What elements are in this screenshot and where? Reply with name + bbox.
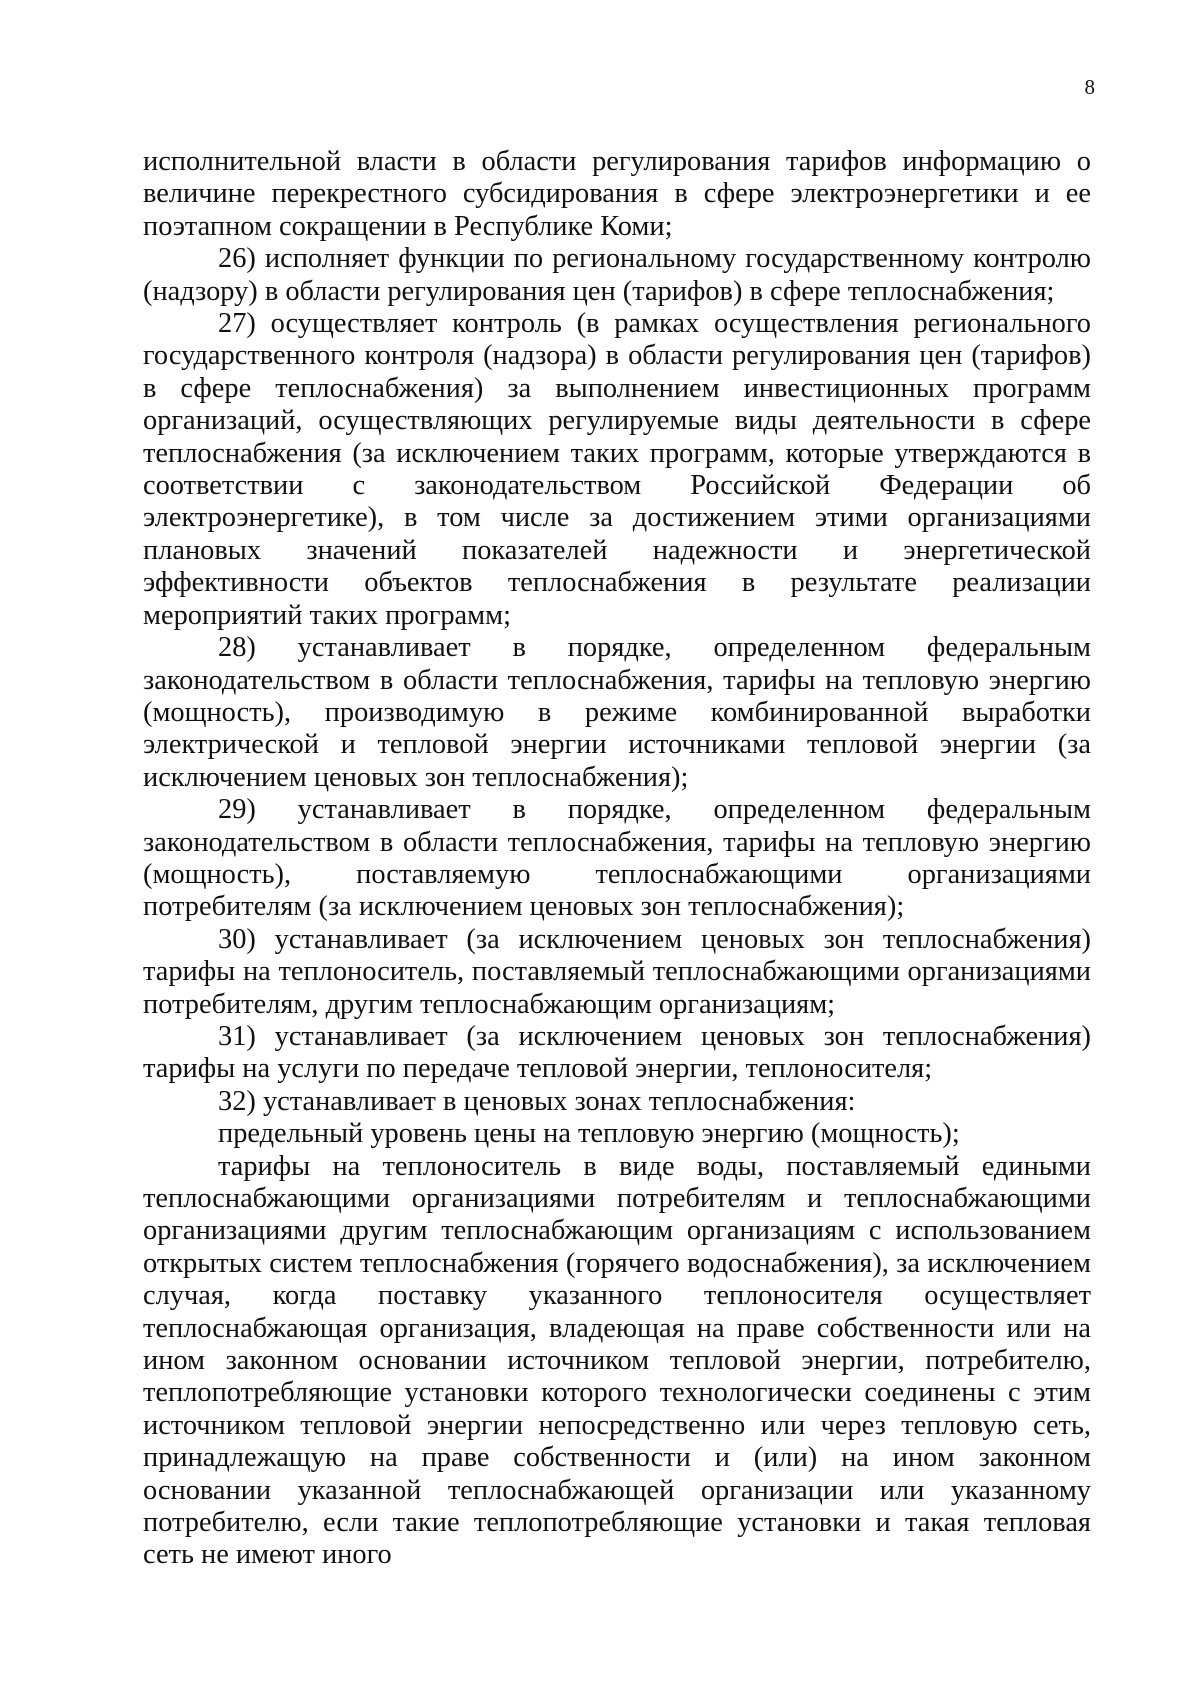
document-body [143, 146, 1091, 1572]
paragraph-item-30: 30) устанавливает (за исключением ценовых зон теплоснабжения) тарифы на теплоноситель, поставляемый теплоснабжающими организациями потребителям, другим теплоснабжающим организациям; [143, 923, 1091, 1020]
paragraph-price-limit: предельный уровень цены на тепловую энергию (мощность); [218, 1118, 960, 1150]
paragraph-coolant-tariffs: тарифы на теплоноситель в виде воды, поставляемый едиными теплоснабжающими организациями потребителям и теплоснабжающими организациями другим теплоснабжающим организациям с использованием открытых систем теплоснабжения (горячего водоснабжения), за исключением случая, когда поставку указанного теплоносителя осуществляет теплоснабжающая организация, владеющая на праве собственности или на ином законном основании источником тепловой энергии, потребителю, теплопотребляющие установки которого технологически соединены с этим источником тепловой энергии непосредственно или через тепловую сеть, принадлежащую на праве собственности и (или) на ином законном основании указанной теплоснабжающей организации или указанному потребителю, если такие теплопотребляющие установки и такая тепловая сеть не имеют иного [143, 1150, 1091, 1571]
paragraph-item-32: 32) устанавливает в ценовых зонах теплоснабжения: [218, 1085, 856, 1117]
paragraph-item-31: 31) устанавливает (за исключением ценовых зон теплоснабжения) тарифы на услуги по передаче тепловой энергии, теплоносителя; [143, 1020, 1091, 1085]
paragraph-item-26: 26) исполняет функции по региональному государственному контролю (надзору) в области регулирования цен (тарифов) в сфере теплоснабжения; [143, 243, 1091, 307]
paragraph-item-28: 28) устанавливает в порядке, определенном федеральным законодательством в области теплоснабжения, тарифы на тепловую энергию (мощность), производимую в режиме комбинированной выработки электрической и тепловой энергии источниками тепловой энергии (за исключением ценовых зон теплоснабжения); [143, 632, 1091, 793]
paragraph-continuation: исполнительной власти в области регулирования тарифов информацию о величине перекрестного субсидирования в сфере электроэнергетики и ее поэтапном сокращении в Республике Коми; [143, 146, 1091, 242]
paragraph-item-27: 27) осуществляет контроль (в рамках осуществления регионального государственного контроля (надзора) в области регулирования цен (тарифов) в сфере теплоснабжения) за выполнением инвестиционных программ организаций, осуществляющих регулируемые виды деятельности в сфере теплоснабжения (за исключением таких программ, которые утверждаются в соответствии с законодательством Российской Федерации об электроэнергетике), в том числе за достижением этими организациями плановых значений показателей надежности и энергетической эффективности объектов теплоснабжения в результате реализации мероприятий таких программ; [143, 308, 1091, 631]
page-number: 8 [1084, 75, 1095, 99]
paragraph-item-29: 29) устанавливает в порядке, определенном федеральным законодательством в области теплоснабжения, тарифы на тепловую энергию (мощность), поставляемую теплоснабжающими организациями потребителям (за исключением ценовых зон теплоснабжения); [143, 794, 1091, 923]
